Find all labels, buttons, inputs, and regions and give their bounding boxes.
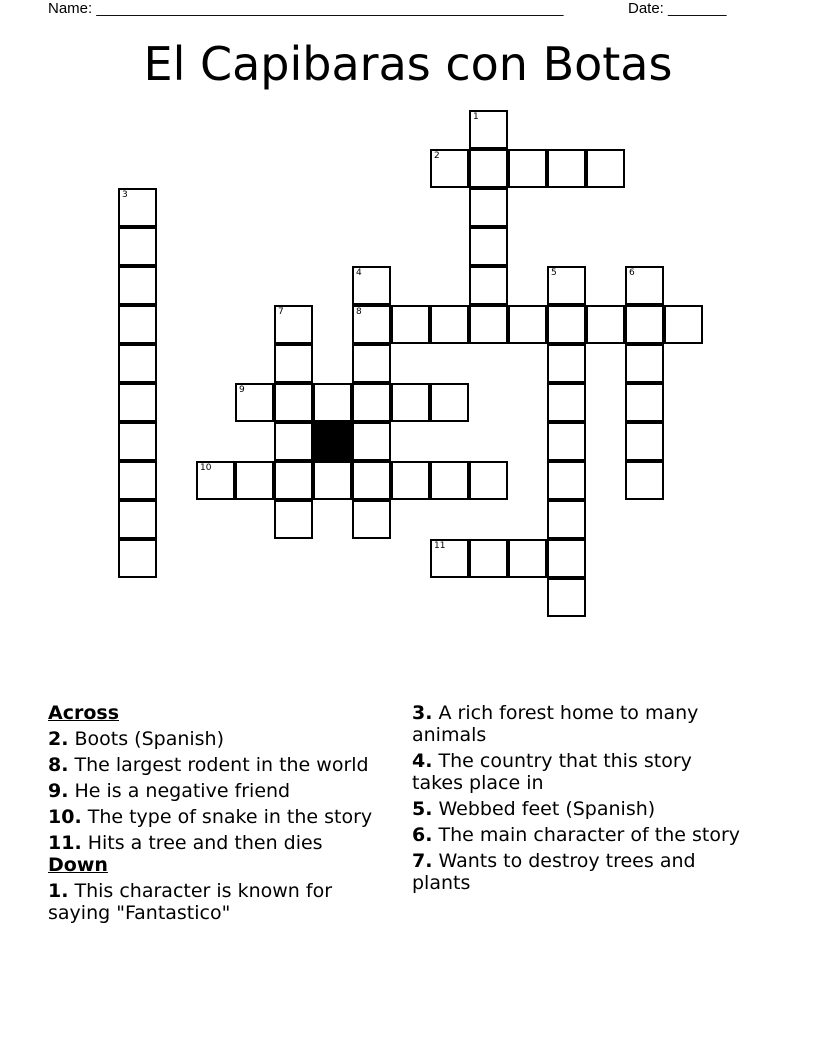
grid-cell[interactable]	[625, 344, 664, 383]
down-clue-list-left	[48, 880, 398, 924]
grid-cell[interactable]	[625, 305, 664, 344]
clue-number-label: 8.	[48, 754, 69, 776]
clues-left-column	[48, 702, 398, 924]
grid-cell[interactable]	[547, 500, 586, 539]
grid-cell[interactable]	[352, 266, 391, 305]
clue-number: 1	[473, 112, 479, 122]
grid-cell[interactable]	[118, 539, 157, 578]
grid-cell[interactable]	[274, 461, 313, 500]
clue-text: This character is known for saying "Fantastico"	[48, 880, 333, 924]
grid-cell[interactable]	[508, 149, 547, 188]
grid-cell[interactable]	[391, 461, 430, 500]
grid-cell[interactable]	[118, 422, 157, 461]
grid-cell[interactable]	[391, 383, 430, 422]
clue-number-label: 3.	[412, 702, 433, 724]
clue-number-label: 1.	[48, 880, 69, 902]
grid-cell[interactable]	[196, 461, 235, 500]
clue-number: 7	[278, 307, 284, 317]
clue-number: 5	[551, 268, 557, 278]
clue-text: The type of snake in the story	[81, 806, 373, 828]
clue-number: 9	[239, 385, 245, 395]
down-clue-list-right	[412, 702, 742, 894]
down-clue	[412, 850, 742, 894]
clue-number-label: 11.	[48, 832, 82, 854]
clue-number: 2	[434, 151, 440, 161]
clue-text: The largest rodent in the world	[68, 754, 369, 776]
clue-text: Wants to destroy trees and plants	[412, 850, 696, 894]
grid-cell[interactable]	[547, 422, 586, 461]
grid-cell[interactable]	[469, 539, 508, 578]
across-clue	[48, 832, 398, 854]
grid-cell[interactable]	[430, 539, 469, 578]
grid-cell[interactable]	[274, 344, 313, 383]
grid-cell[interactable]	[274, 383, 313, 422]
across-clue	[48, 728, 398, 750]
grid-cell[interactable]	[430, 149, 469, 188]
across-clue-list	[48, 728, 398, 854]
grid-cell[interactable]	[352, 383, 391, 422]
grid-cell[interactable]	[118, 188, 157, 227]
grid-cell[interactable]	[547, 149, 586, 188]
grid-cell[interactable]	[118, 305, 157, 344]
grid-cell[interactable]	[235, 461, 274, 500]
grid-cell[interactable]	[118, 461, 157, 500]
grid-cell[interactable]	[547, 305, 586, 344]
grid-cell[interactable]	[274, 500, 313, 539]
grid-cell[interactable]	[547, 539, 586, 578]
clue-number: 3	[122, 190, 128, 200]
grid-cell[interactable]	[430, 383, 469, 422]
grid-cell[interactable]	[625, 422, 664, 461]
grid-cell[interactable]	[391, 305, 430, 344]
across-clue	[48, 780, 398, 802]
grid-cell[interactable]	[625, 461, 664, 500]
clue-text: Boots (Spanish)	[68, 728, 225, 750]
across-heading: Across	[48, 702, 120, 724]
page-title: El Capibaras con Botas	[143, 37, 673, 91]
grid-cell[interactable]	[430, 461, 469, 500]
grid-cell[interactable]	[508, 305, 547, 344]
grid-cell[interactable]	[547, 266, 586, 305]
grid-cell[interactable]	[352, 344, 391, 383]
clue-number-label: 9.	[48, 780, 69, 802]
name-field-label: Name: ________________________________________________________	[48, 0, 564, 17]
clues-right-column	[412, 702, 742, 894]
grid-cell[interactable]	[430, 305, 469, 344]
clue-number: 8	[356, 307, 362, 317]
grid-cell[interactable]	[235, 383, 274, 422]
clue-text: Webbed feet (Spanish)	[432, 798, 656, 820]
grid-cell[interactable]	[352, 422, 391, 461]
grid-cell[interactable]	[547, 383, 586, 422]
grid-cell[interactable]	[118, 344, 157, 383]
clue-number-label: 4.	[412, 750, 433, 772]
clue-text: A rich forest home to many animals	[412, 702, 699, 746]
date-field-label: Date: _______	[628, 0, 727, 17]
grid-cell[interactable]	[586, 305, 625, 344]
clue-number-label: 7.	[412, 850, 433, 872]
down-clue	[48, 880, 398, 924]
grid-cell[interactable]	[469, 110, 508, 149]
clue-number: 6	[629, 268, 635, 278]
clue-number-label: 5.	[412, 798, 433, 820]
clue-number-label: 10.	[48, 806, 82, 828]
grid-cell[interactable]	[547, 578, 586, 617]
clue-number-label: 6.	[412, 824, 433, 846]
clue-text: The main character of the story	[432, 824, 741, 846]
grid-cell[interactable]	[274, 305, 313, 344]
clue-text: He is a negative friend	[68, 780, 291, 802]
grid-cell[interactable]	[469, 188, 508, 227]
grid-cell[interactable]	[352, 305, 391, 344]
grid-cell[interactable]	[313, 383, 352, 422]
clue-number: 11	[434, 541, 446, 551]
clue-text: The country that this story takes place in	[412, 750, 692, 794]
grid-cell[interactable]	[664, 305, 703, 344]
grid-cell[interactable]	[625, 266, 664, 305]
grid-cell[interactable]	[547, 461, 586, 500]
across-clue	[48, 806, 398, 828]
down-heading: Down	[48, 854, 108, 876]
grid-cell[interactable]	[469, 461, 508, 500]
grid-cell[interactable]	[118, 500, 157, 539]
grid-cell[interactable]	[118, 383, 157, 422]
down-clue	[412, 798, 742, 820]
grid-cell[interactable]	[469, 149, 508, 188]
grid-cell[interactable]	[352, 500, 391, 539]
down-clue	[412, 824, 742, 846]
down-clue	[412, 750, 742, 794]
across-clue	[48, 754, 398, 776]
grid-cell[interactable]	[547, 344, 586, 383]
clue-number: 10	[200, 463, 212, 473]
grid-cell[interactable]	[118, 227, 157, 266]
grid-cell[interactable]	[625, 383, 664, 422]
grid-cell[interactable]	[118, 266, 157, 305]
grid-cell[interactable]	[508, 539, 547, 578]
down-clue	[412, 702, 742, 746]
clue-number: 4	[356, 268, 362, 278]
grid-cell[interactable]	[469, 227, 508, 266]
clue-number-label: 2.	[48, 728, 69, 750]
grid-cell[interactable]	[313, 461, 352, 500]
grid-cell[interactable]	[469, 266, 508, 305]
grid-cell[interactable]	[352, 461, 391, 500]
grid-cell[interactable]	[274, 422, 313, 461]
grid-cell[interactable]	[586, 149, 625, 188]
grid-cell[interactable]	[469, 305, 508, 344]
grid-black-cell	[313, 422, 352, 461]
clue-text: Hits a tree and then dies	[81, 832, 323, 854]
